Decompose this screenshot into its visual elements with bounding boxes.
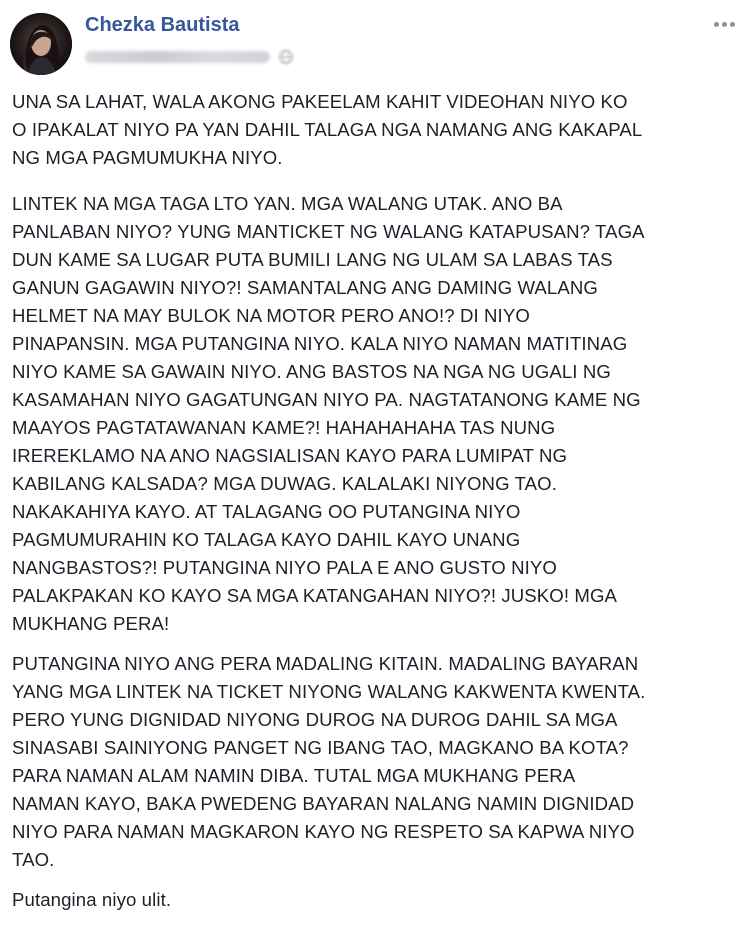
globe-icon[interactable] <box>278 49 294 65</box>
more-dot <box>722 22 727 27</box>
avatar-photo <box>10 13 72 75</box>
more-dot <box>714 22 719 27</box>
author-name-link[interactable]: Chezka Bautista <box>85 14 240 36</box>
post-meta <box>85 48 294 66</box>
post-paragraph: Putangina niyo ulit. <box>12 889 172 910</box>
timestamp-link[interactable] <box>85 51 270 63</box>
more-dot <box>730 22 735 27</box>
post-paragraph: LINTEK NA MGA TAGA LTO YAN. MGA WALANG UTAK. ANO BA PANLABAN NIYO? YUNG MANTICKET NG WALANG KATAPUSAN? TAGA DUN KAME SA LUGAR PUTA BUMILI LANG NG ULAM SA LABAS TAS GANUN GAGAWIN NIYO?! SAMANTALANG ANG DAMING WALANG HELMET NA MAY BULOK NA MOTOR PERO ANO!? DI NIYO PINAPANSIN. MGA PUTANGINA NIYO. KALA NIYO NAMAN MATITINAG NIYO KAME SA GAWAIN NIYO. ANG BASTOS NA NGA NG UGALI NG KASAMAHAN NIYO GAGATUNGAN NIYO PA. NAGTATANONG KAME NG MAAYOS PAGTATAWANAN KAME?! HAHAHAHAHA TAS NUNG IREREKLAMO NA ANO NAGSIALISAN KAYO PARA LUMIPAT NG KABILANG KALSADA? MGA DUWAG. KALALAKI NIYONG TAO. NAKAKAHIYA KAYO. AT TALAGANG OO PUTANGINA NIYO PAGMUMURAHIN KO TALAGA KAYO DAHIL KAYO UNANG NANGBASTOS?! PUTANGINA NIYO PALA E ANO GUSTO NIYO PALAKPAKAN KO KAYO SA MGA KATANGAHAN NIYO?! JUSKO! MGA MUKHANG PERA! <box>12 193 645 634</box>
post-paragraph: PUTANGINA NIYO ANG PERA MADALING KITAIN. MADALING BAYARAN YANG MGA LINTEK NA TICKET NIYONG WALANG KAKWENTA KWENTA. PERO YUNG DIGNIDAD NIYONG DUROG NA DUROG DAHIL SA MGA SINASABI SAINIYONG PANGET NG IBANG TAO, MAGKANO BA KOTA? PARA NAMAN ALAM NAMIN DIBA. TUTAL MGA MUKHANG PERA NAMAN KAYO, BAKA PWEDENG BAYARAN NALANG NAMIN DIGNIDAD NIYO PARA NAMAN MAGKARON KAYO NG RESPETO SA KAPWA NIYO TAO. <box>12 653 646 870</box>
post-header <box>0 0 750 88</box>
post-paragraph: UNA SA LAHAT, WALA AKONG PAKEELAM KAHIT VIDEOHAN NIYO KO O IPAKALAT NIYO PA YAN DAHIL TALAGA NGA NAMANG ANG KAKAPAL NG MGA PAGMUMUKHA NIYO. <box>12 91 643 168</box>
author-avatar[interactable] <box>10 13 72 75</box>
more-options-icon[interactable] <box>710 14 738 34</box>
